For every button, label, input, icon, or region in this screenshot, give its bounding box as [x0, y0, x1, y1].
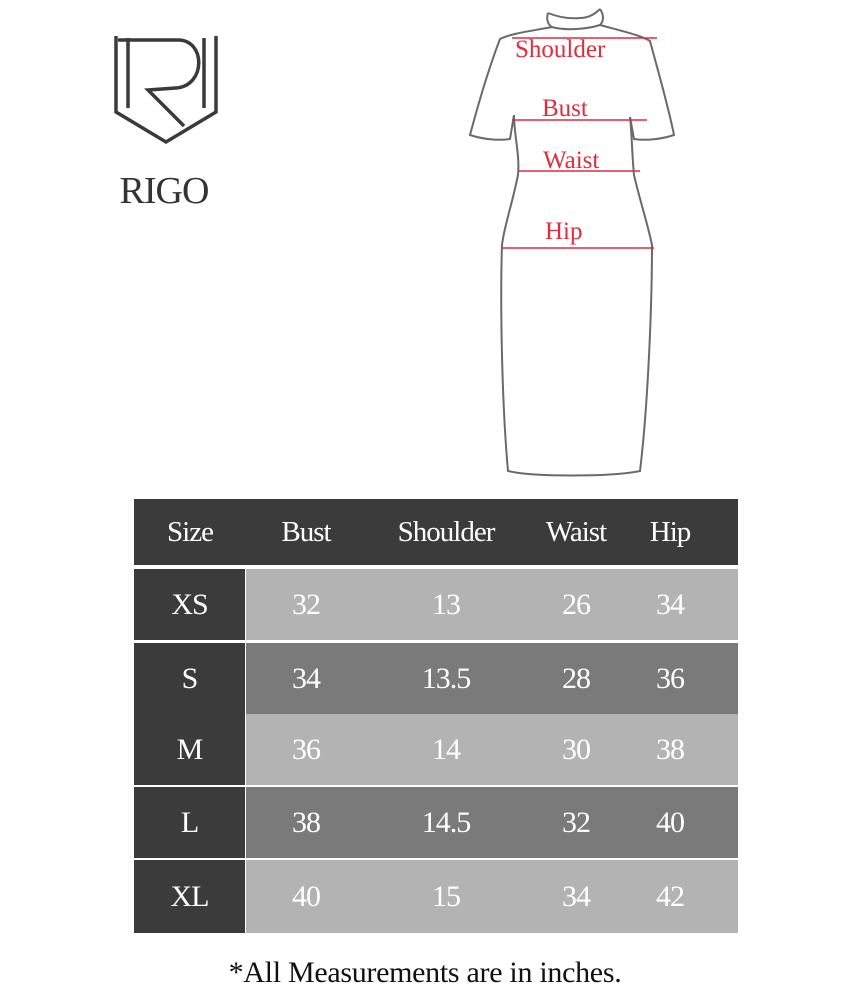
size-cell: XL — [170, 879, 209, 913]
dress-diagram — [462, 5, 702, 485]
table-row — [134, 714, 738, 785]
hip-value: 36 — [656, 661, 684, 695]
brand-logo — [108, 30, 228, 212]
header-shoulder: Shoulder — [397, 515, 495, 548]
hip-value: 34 — [656, 587, 684, 621]
shoulder-label: Shoulder — [515, 36, 606, 63]
table-row — [134, 643, 738, 714]
shoulder-value: 15 — [432, 879, 460, 913]
bust-value: 38 — [292, 805, 320, 839]
size-chart-table — [134, 499, 738, 933]
rigo-shield-icon — [114, 34, 218, 146]
table-header — [134, 499, 738, 565]
waist-label: Waist — [543, 147, 600, 174]
dress-outline-icon — [462, 5, 702, 485]
hip-value: 42 — [656, 879, 684, 913]
waist-value: 34 — [562, 879, 590, 913]
shoulder-value: 14.5 — [421, 805, 471, 839]
shoulder-value: 13 — [432, 587, 460, 621]
brand-name: RIGO — [119, 170, 209, 212]
waist-value: 32 — [562, 805, 590, 839]
size-cell: L — [180, 805, 199, 839]
bust-value: 32 — [292, 587, 320, 621]
header-waist: Waist — [545, 515, 607, 548]
size-cell: M — [176, 732, 203, 766]
shoulder-value: 13.5 — [421, 661, 471, 695]
waist-value: 30 — [562, 732, 590, 766]
hip-value: 38 — [656, 732, 684, 766]
waist-value: 26 — [562, 587, 590, 621]
size-cell: XS — [171, 587, 208, 621]
bust-label: Bust — [542, 95, 588, 122]
table-row — [134, 860, 738, 933]
waist-value: 28 — [562, 661, 590, 695]
table-row — [134, 569, 738, 640]
bust-value: 34 — [292, 661, 320, 695]
header-bust: Bust — [281, 515, 331, 548]
hip-label: Hip — [545, 218, 583, 245]
size-cell: S — [181, 661, 198, 695]
header-hip: Hip — [649, 515, 691, 548]
table-row — [134, 787, 738, 858]
bust-value: 36 — [292, 732, 320, 766]
bust-value: 40 — [292, 879, 320, 913]
shoulder-value: 14 — [432, 732, 460, 766]
measurement-footnote: *All Measurements are in inches. — [228, 956, 622, 989]
header-size: Size — [167, 515, 213, 548]
hip-value: 40 — [656, 805, 684, 839]
